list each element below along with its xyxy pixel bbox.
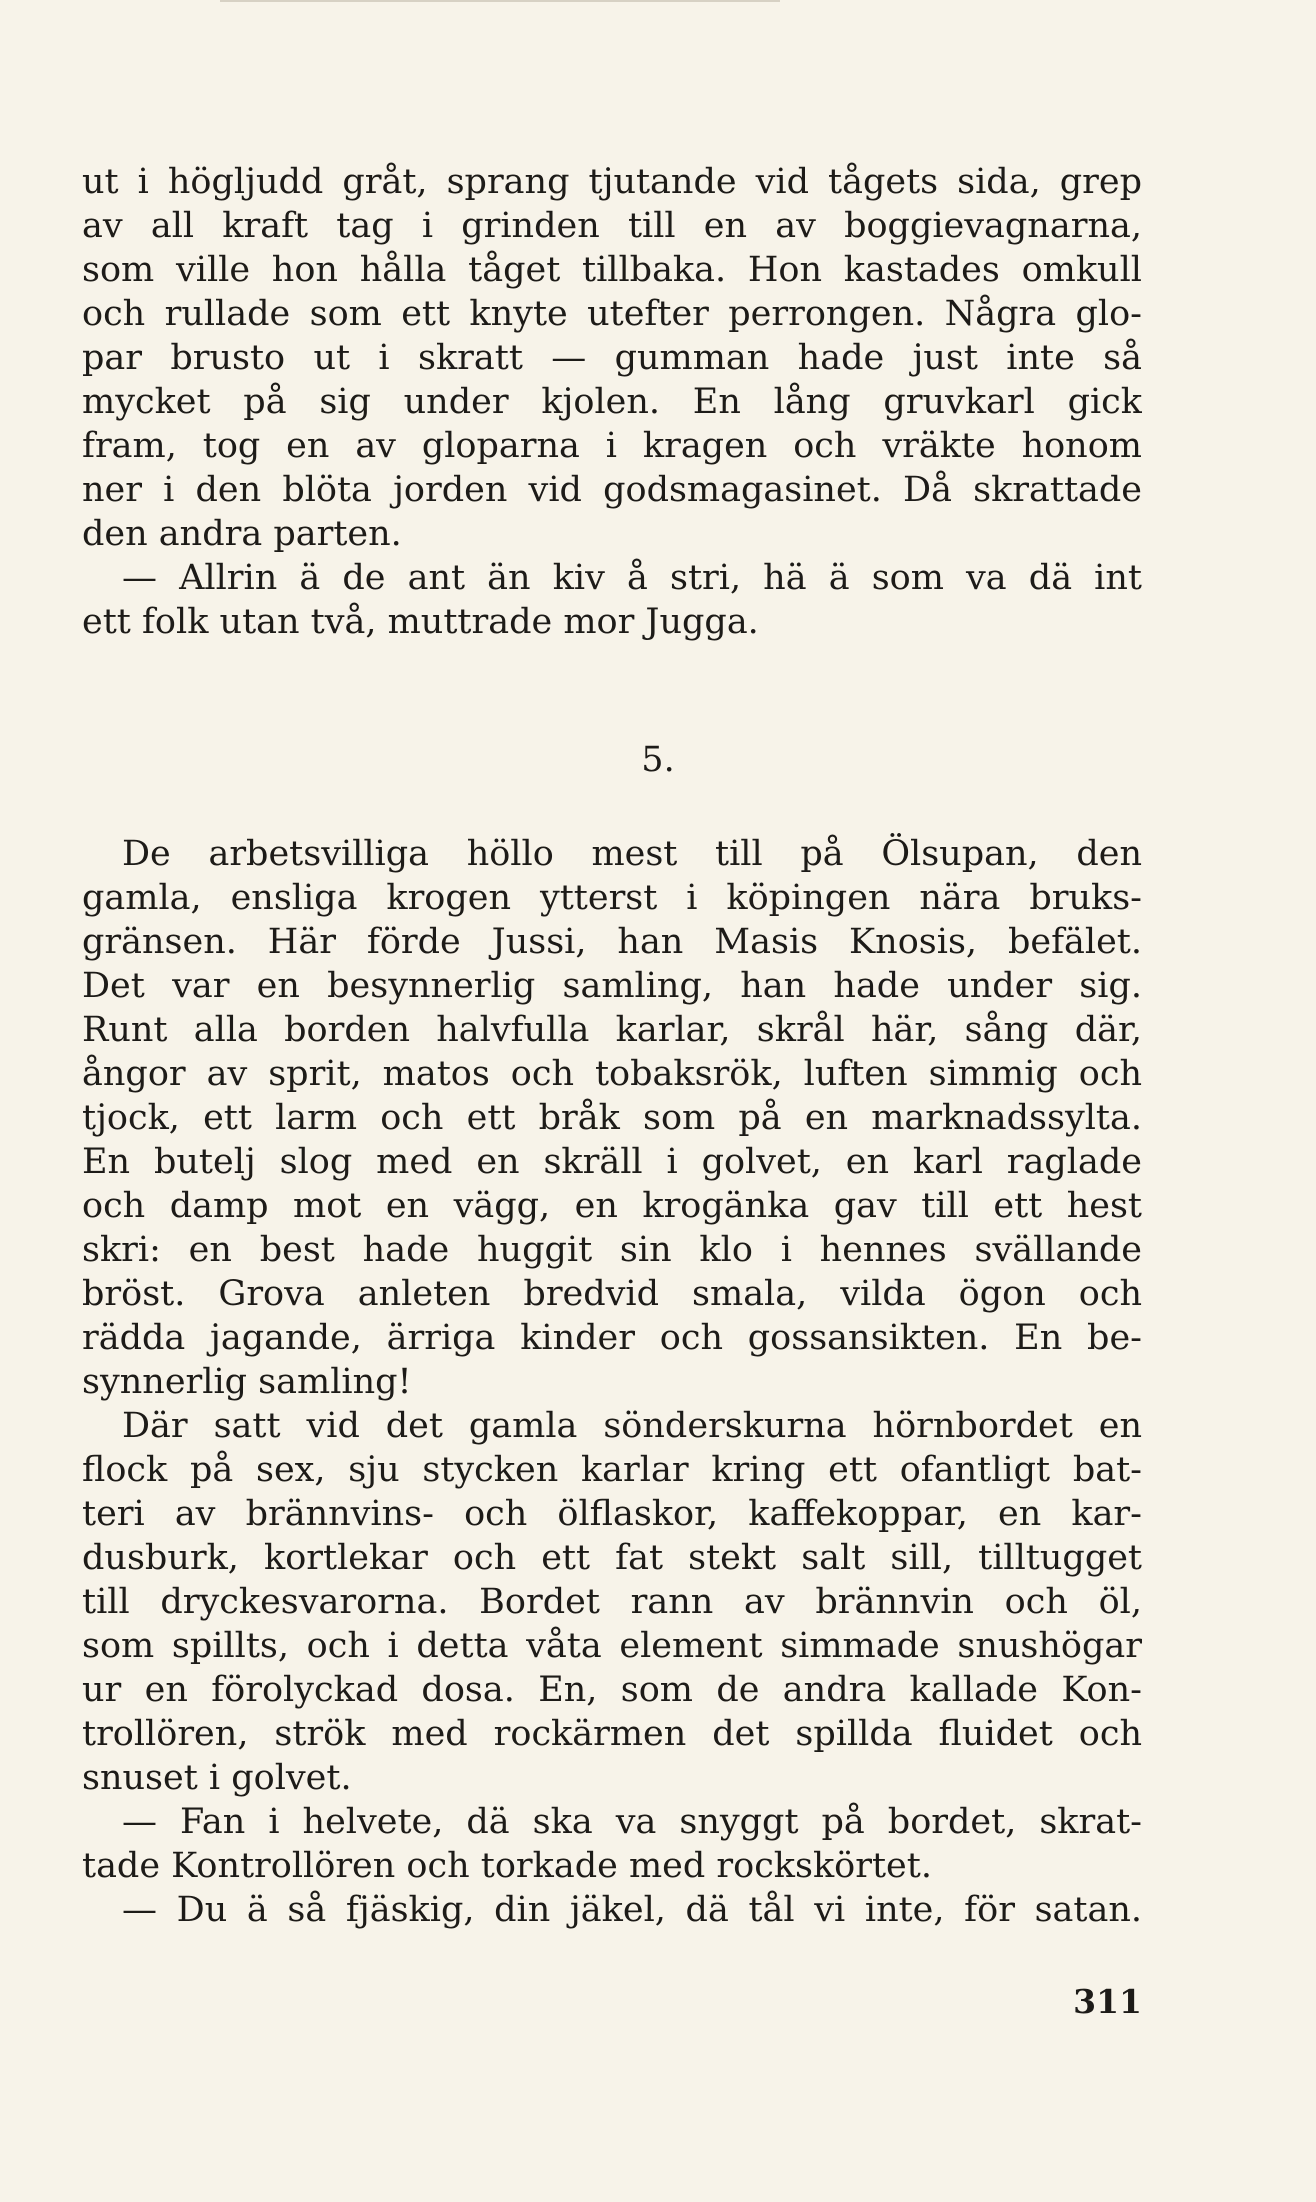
text-line: rädda jagande, ärriga kinder och gossansikten. En be- [82, 1318, 1142, 1358]
text-line: tade Kontrollören och torkade med rockskörtet. [82, 1846, 932, 1886]
text-line: och damp mot en vägg, en krogänka gav till ett hest [82, 1186, 1142, 1226]
text-line: ur en förolyckad dosa. En, som de andra kallade Kon- [82, 1670, 1142, 1710]
text-line: tjock, ett larm och ett bråk som på en marknadssylta. [82, 1098, 1142, 1138]
text-line: av all kraft tag i grinden till en av boggievagnarna, [82, 206, 1142, 246]
text-line: skri: en best hade huggit sin klo i hennes svällande [82, 1230, 1142, 1270]
text-line: gamla, ensliga krogen ytterst i köpingen nära bruks- [82, 878, 1142, 918]
text-line: Runt alla borden halvfulla karlar, skrål här, sång där, [82, 1010, 1142, 1050]
text-line: par brusto ut i skratt — gumman hade just inte så [82, 338, 1142, 378]
text-line: som ville hon hålla tåget tillbaka. Hon kastades omkull [82, 250, 1142, 290]
paragraph-3 [82, 832, 1142, 1404]
text-line: snuset i golvet. [82, 1758, 352, 1798]
text-line: ner i den blöta jorden vid godsmagasinet. Då skrattade [82, 470, 1142, 510]
text-line: och rullade som ett knyte utefter perrongen. Några glo- [82, 294, 1142, 334]
paragraph-4 [82, 1404, 1142, 1800]
text-line: bröst. Grova anleten bredvid smala, vilda ögon och [82, 1274, 1142, 1314]
text-line: dusburk, kortlekar och ett fat stekt salt sill, tilltugget [82, 1538, 1142, 1578]
text-line: De arbetsvilliga höllo mest till på Ölsupan, den [122, 834, 1142, 874]
text-line: gränsen. Här förde Jussi, han Masis Knosis, befälet. [82, 922, 1142, 962]
page-number: 311 [1073, 1982, 1142, 2021]
text-line: — Fan i helvete, dä ska va snyggt på bordet, skrat- [122, 1802, 1142, 1842]
section-number: 5. [641, 740, 675, 780]
text-line: Det var en besynnerlig samling, han hade under sig. [82, 966, 1142, 1006]
text-line: ett folk utan två, muttrade mor Jugga. [82, 602, 759, 642]
text-line: som spillts, och i detta våta element simmade snushögar [82, 1626, 1142, 1666]
text-line: En butelj slog med en skräll i golvet, en karl raglade [82, 1142, 1142, 1182]
text-line: trollören, strök med rockärmen det spillda fluidet och [82, 1714, 1142, 1754]
paragraph-2 [82, 556, 1142, 644]
paragraph-6 [82, 1888, 1142, 1932]
text-line: teri av brännvins- och ölflaskor, kaffekoppar, en kar- [82, 1494, 1142, 1534]
text-line: ångor av sprit, matos och tobaksrök, luften simmig och [82, 1054, 1142, 1094]
text-line: mycket på sig under kjolen. En lång gruvkarl gick [82, 382, 1142, 422]
text-line: ut i högljudd gråt, sprang tjutande vid tågets sida, grep [82, 162, 1142, 202]
paragraph-1 [82, 160, 1142, 556]
paragraph-5 [82, 1800, 1142, 1888]
text-section-1 [82, 160, 1142, 644]
text-line: till dryckesvarorna. Bordet rann av brännvin och öl, [82, 1582, 1142, 1622]
top-edge-line [220, 0, 780, 2]
text-line: den andra parten. [82, 514, 402, 554]
text-line: — Du ä så fjäskig, din jäkel, dä tål vi inte, för satan. [122, 1890, 1142, 1930]
text-line: — Allrin ä de ant än kiv å stri, hä ä som va dä int [122, 558, 1142, 598]
text-line: fram, tog en av gloparna i kragen och vräkte honom [82, 426, 1142, 466]
text-section-2 [82, 832, 1142, 1932]
text-line: synnerlig samling! [82, 1362, 412, 1402]
text-line: Där satt vid det gamla sönderskurna hörnbordet en [122, 1406, 1142, 1446]
text-line: flock på sex, sju stycken karlar kring ett ofantligt bat- [82, 1450, 1142, 1490]
